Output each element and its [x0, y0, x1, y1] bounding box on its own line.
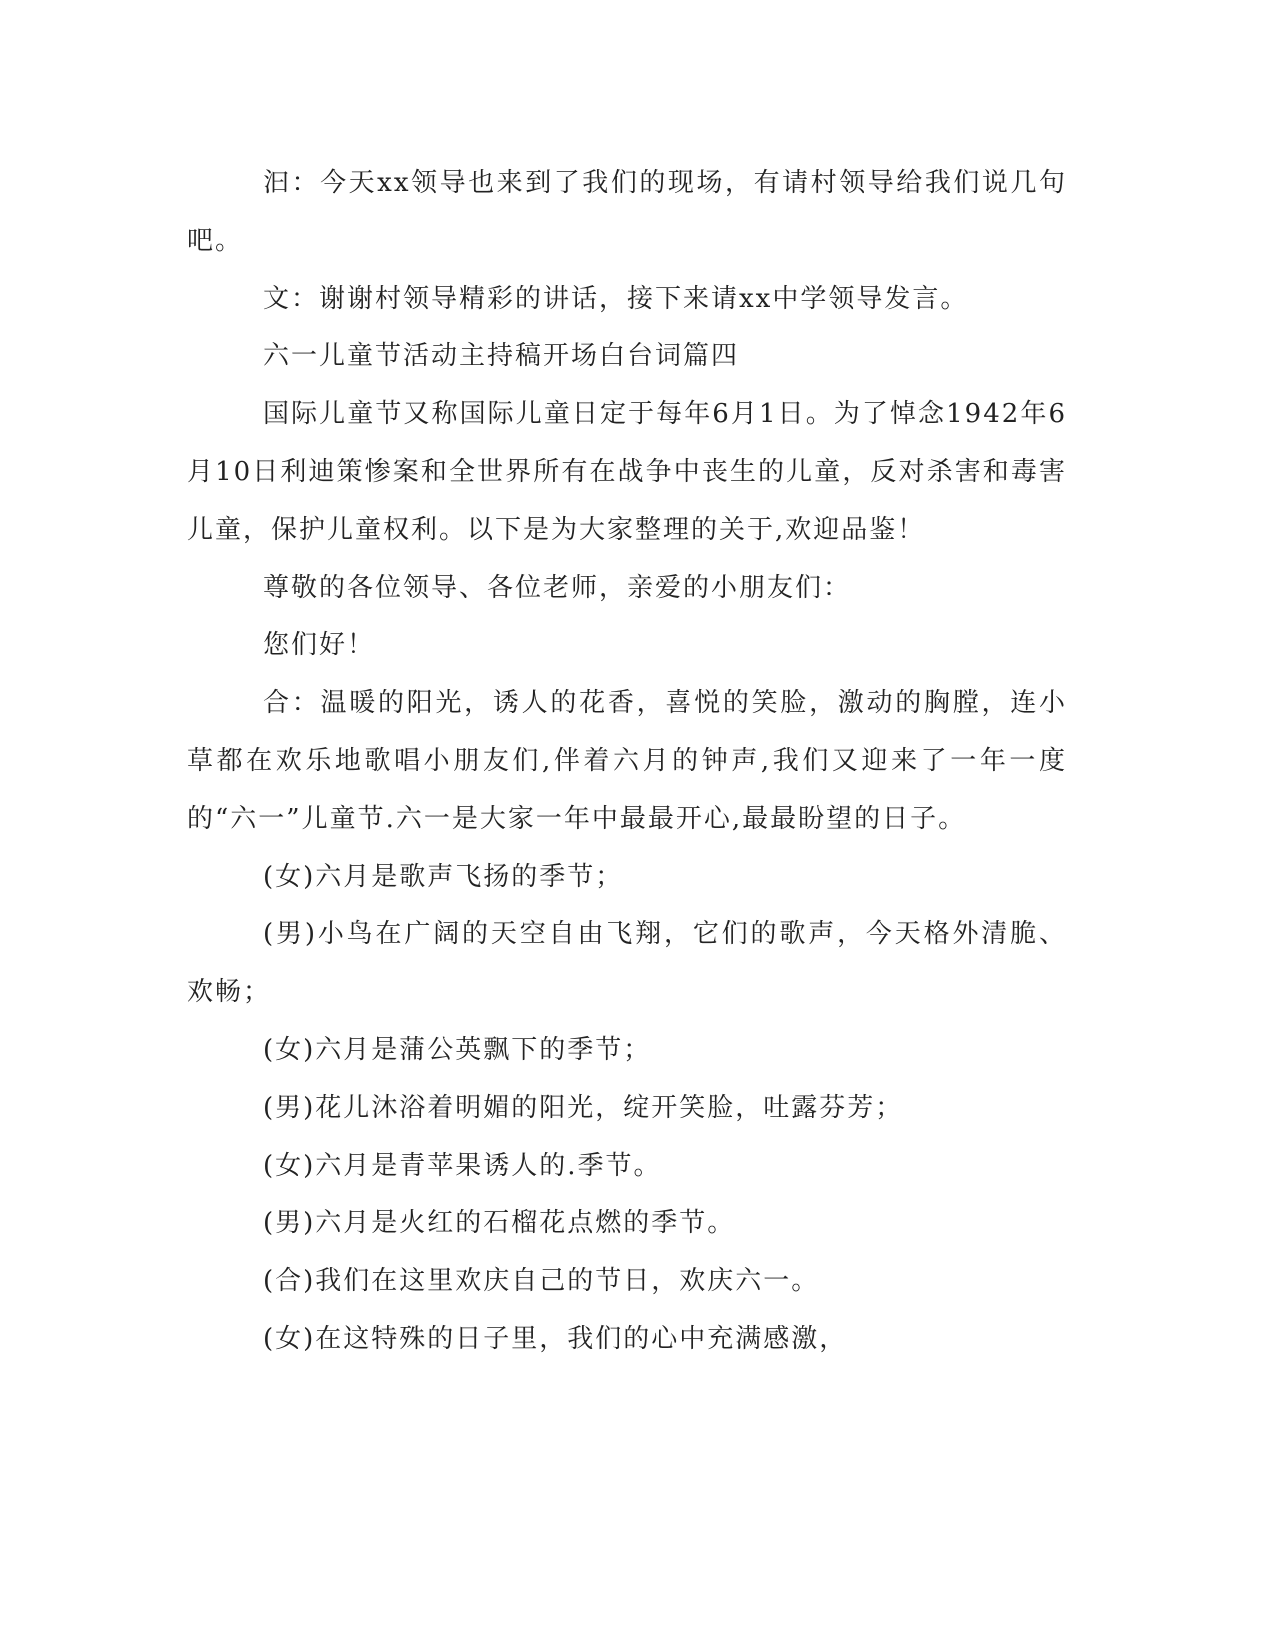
- paragraph-chorus-opening: 合：温暖的阳光，诱人的花香，喜悦的笑脸，激动的胸膛，连小草都在欢乐地歌唱小朋友们,伴着六月的钟声,我们又迎来了一年一度的“六一”儿童节.六一是大家一年中最最开心,最最盼望的日子。: [187, 688, 1067, 834]
- paragraph-line: (女)六月是青苹果诱人的.季节。: [263, 1150, 662, 1181]
- paragraph-salutation: 尊敬的各位领导、各位老师，亲爱的小朋友们：: [263, 572, 852, 603]
- paragraph-line: (合)我们在这里欢庆自己的节日，欢庆六一。: [263, 1266, 820, 1297]
- document-body: [187, 155, 1067, 1369]
- paragraph-host-thanks: 文：谢谢村领导精彩的讲话，接下来请xx中学领导发言。: [263, 283, 969, 314]
- paragraph-line: (男)花儿沐浴着明媚的阳光，绽开笑脸，吐露芬芳；: [263, 1092, 904, 1123]
- section-title: 六一儿童节活动主持稿开场白台词篇四: [263, 341, 740, 372]
- paragraph-line: (男)六月是火红的石榴花点燃的季节。: [263, 1208, 736, 1239]
- paragraph-line: (女)在这特殊的日子里，我们的心中充满感激，: [263, 1323, 848, 1354]
- paragraph-greeting: 您们好！: [263, 630, 376, 661]
- paragraph-host-invitation: 汩：今天xx领导也来到了我们的现场，有请村领导给我们说几句吧。: [187, 168, 1067, 256]
- paragraph-line: (女)六月是歌声飞扬的季节；: [263, 861, 624, 892]
- paragraph-intro: 国际儿童节又称国际儿童日定于每年6月1日。为了悼念1942年6月10日利迪策惨案和全世界所有在战争中丧生的儿童，反对杀害和毒害儿童，保护儿童权利。以下是为大家整理的关于,欢迎品鉴！: [187, 399, 1067, 545]
- paragraph-line: (女)六月是蒲公英飘下的季节；: [263, 1034, 652, 1065]
- paragraph-line: (男)小鸟在广阔的天空自由飞翔，它们的歌声，今天格外清脆、欢畅；: [187, 919, 1067, 1008]
